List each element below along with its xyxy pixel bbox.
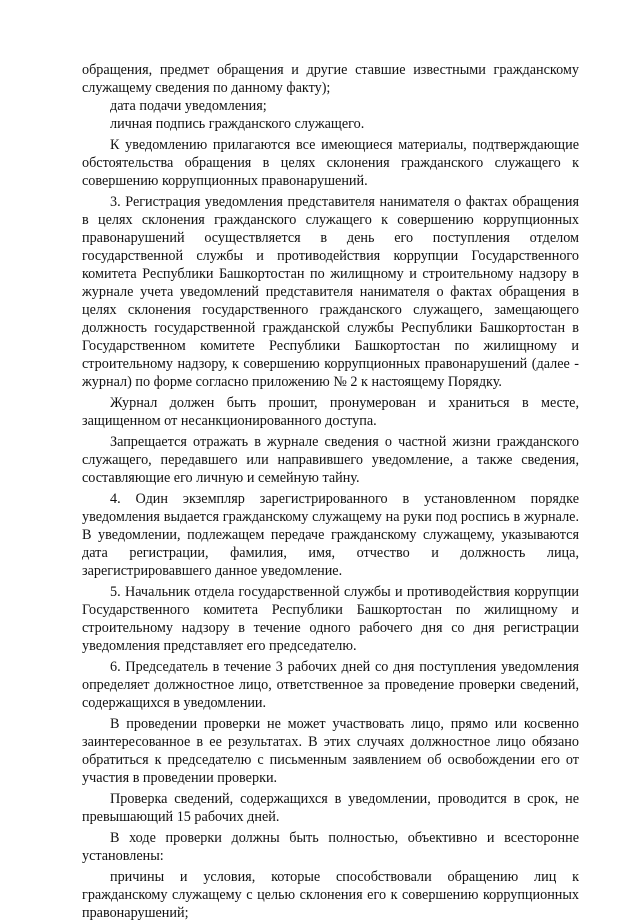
paragraph-attachments: К уведомлению прилагаются все имеющиеся материалы, подтверждающие обстоятельства обращения в целях склонения гражданского служащего к совершению коррупционных правонарушений.	[82, 137, 579, 189]
paragraph-continuation: обращения, предмет обращения и другие ставшие известными гражданскому служащему сведения по данному факту);	[82, 62, 579, 96]
list-item-date: дата подачи уведомления;	[110, 98, 267, 114]
paragraph-section-6: 6. Председатель в течение 3 рабочих дней со дня поступления уведомления определяет должностное лицо, ответственное за проведение проверки сведений, содержащихся в уведомлении.	[82, 659, 579, 711]
paragraph-section-5: 5. Начальник отдела государственной службы и противодействия коррупции Государственного комитета Республики Башкортостан по жилищному и строительному надзору в течение одного рабочего дня со дня регистрации уведомления представляет его председателю.	[82, 584, 579, 654]
paragraph-causes: причины и условия, которые способствовали обращению лиц к гражданскому служащему с целью склонения его к совершению коррупционных правонарушений;	[82, 869, 579, 921]
paragraph-check-deadline: Проверка сведений, содержащихся в уведомлении, проводится в срок, не превышающий 15 рабочих дней.	[82, 791, 579, 825]
list-item-signature: личная подпись гражданского служащего.	[110, 116, 365, 132]
paragraph-check-scope: В ходе проверки должны быть полностью, объективно и всесторонне установлены:	[82, 830, 579, 864]
paragraph-section-3: 3. Регистрация уведомления представителя нанимателя о фактах обращения в целях склонения гражданского служащего к совершению коррупционных правонарушений осуществляется в день его поступления отделом государственной службы и противодействия коррупции Государственного комитета Республики Башкортостан по жилищному и строительному надзору в журнале учета уведомлений представителя нанимателя о фактах обращения в целях склонения государственного гражданского служащего, замещающего должность государственной гражданской службы Республики Башкортостан в Государственном комитете Республики Башкортостан по жилищному и строительному надзору, к совершению коррупционных правонарушений (далее - журнал) по форме согласно приложению № 2 к настоящему Порядку.	[82, 194, 579, 390]
paragraph-privacy: Запрещается отражать в журнале сведения о частной жизни гражданского служащего, передавшего или направившего уведомление, а также сведения, составляющие его личную и семейную тайну.	[82, 434, 579, 486]
document-body	[82, 61, 579, 922]
paragraph-section-4: 4. Один экземпляр зарегистрированного в установленном порядке уведомления выдается гражданскому служащему на руки под роспись в журнале. В уведомлении, подлежащем передаче гражданскому служащему, указываются дата регистрации, фамилия, имя, отчество и должность лица, зарегистрировавшего данное уведомление.	[82, 491, 579, 579]
paragraph-journal-storage: Журнал должен быть прошит, пронумерован и храниться в месте, защищенном от несанкционированного доступа.	[82, 395, 579, 429]
paragraph-conflict-of-interest: В проведении проверки не может участвовать лицо, прямо или косвенно заинтересованное в ее результатах. В этих случаях должностное лицо обязано обратиться к председателю с письменным заявлением об освобождении его от участия в проведении проверки.	[82, 716, 579, 786]
